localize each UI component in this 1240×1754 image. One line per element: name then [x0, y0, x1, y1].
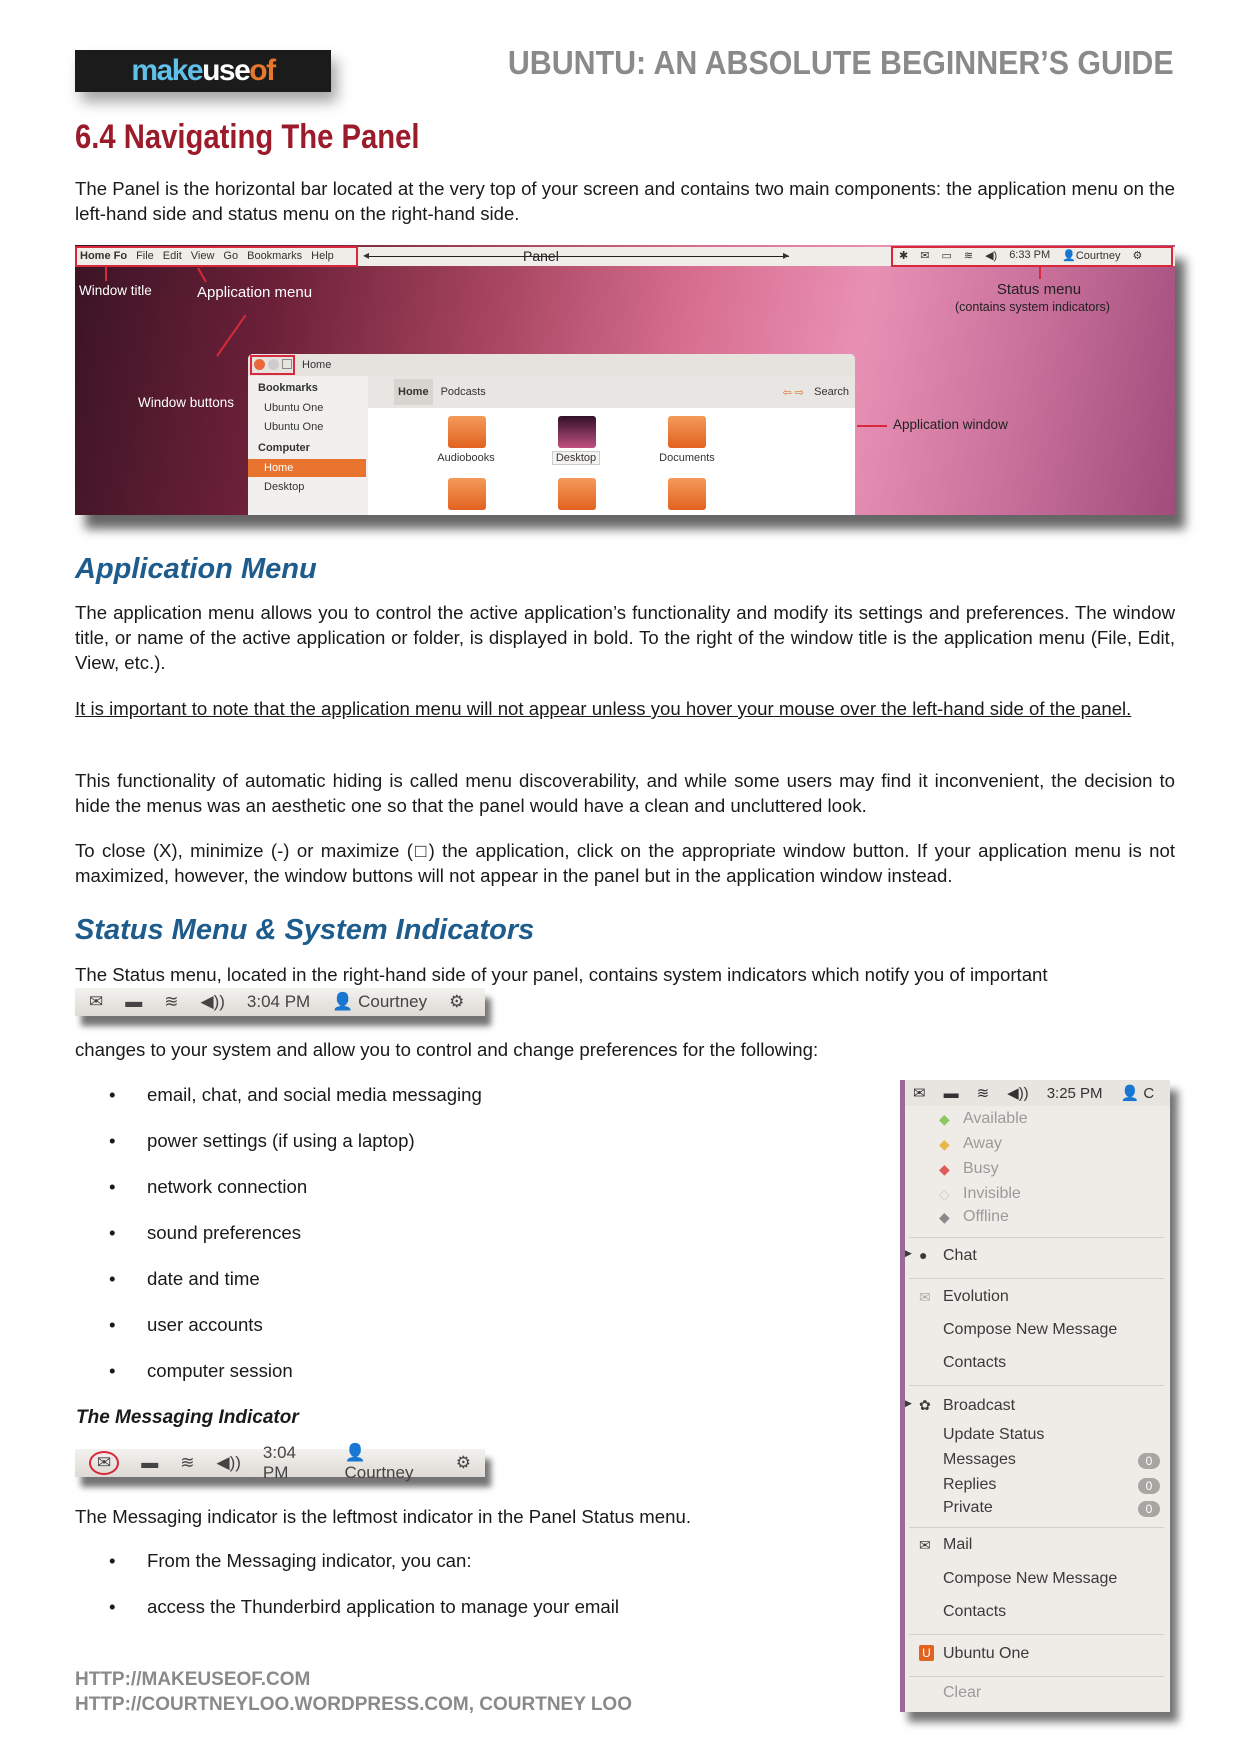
separator [909, 1527, 1164, 1528]
separator [909, 1278, 1164, 1279]
status-bar-image: ✉ ▬ ≋ ◀)) 3:04 PM 👤 Courtney ⚙ [75, 988, 485, 1016]
label-status-menu: Status menu [996, 281, 1082, 298]
sidebar: Bookmarks Ubuntu One Ubuntu One Computer Home Desktop [248, 376, 368, 515]
window-toolbar: Home Podcasts ⇦ ⇨ Search [368, 376, 855, 408]
search-label: Search [814, 386, 849, 398]
paragraph-note: It is important to note that the application menu will not appear unless you hover your mouse over the left-hand side of the panel. [75, 698, 1132, 719]
label-window-title: Window title [79, 283, 152, 298]
menu-topbar: ✉ ▬ ≋ ◀)) 3:25 PM 👤 C [905, 1080, 1170, 1106]
ubuntu-one-icon: U [919, 1645, 934, 1661]
separator [909, 1676, 1164, 1677]
count-badge: 0 [1138, 1453, 1160, 1469]
heading-messaging-indicator: The Messaging Indicator [76, 1407, 299, 1428]
mail-icon: ✉ [89, 992, 104, 1011]
wifi-icon: ≋ [180, 1453, 195, 1472]
user-icon: 👤 [344, 1443, 366, 1462]
volume-icon: ◀)) [200, 992, 225, 1011]
paragraph: This functionality of automatic hiding is called menu discoverability, and while some users may find it inconvenient, the decision to hide the menus was an aesthetic one so that the panel would have a clean and uncluttered look. [75, 770, 1175, 816]
battery-icon: ▬ [943, 1084, 959, 1102]
paragraph: To close (X), minimize (-) or maximize (□) the application, click on the appropriate window button. If your application menu is not maximized, however, the window buttons will not appear in the panel but in the application window instead. [75, 840, 1175, 886]
separator [909, 1237, 1164, 1238]
expand-arrow-icon: ▶ [905, 1398, 912, 1408]
paragraph: The Messaging indicator is the leftmost indicator in the Panel Status menu. [75, 1506, 691, 1527]
app-menu-highlight [75, 246, 358, 267]
mail-icon: ✉ [920, 250, 930, 262]
evolution-icon: ✉ [919, 1289, 931, 1305]
broadcast-icon: ✿ [919, 1397, 931, 1413]
label-application-window: Application window [893, 417, 1008, 432]
label-window-buttons: Window buttons [138, 395, 235, 410]
battery-icon: ▬ [141, 1453, 159, 1472]
count-badge: 0 [1138, 1501, 1160, 1517]
close-button [254, 359, 265, 370]
heading-application-menu: Application Menu [75, 553, 317, 585]
wifi-icon: ≋ [164, 992, 179, 1011]
volume-icon: ◀) [985, 250, 998, 262]
pointer-line [105, 267, 107, 281]
user-icon: 👤 [1062, 250, 1076, 262]
invisible-icon: ◇ [939, 1186, 950, 1202]
panel-label: Panel [523, 248, 559, 264]
arrow-left-icon: ◂ [363, 248, 370, 262]
pointer-line [857, 425, 887, 427]
window-titlebar: Home [248, 354, 855, 376]
volume-icon: ◀)) [1007, 1085, 1029, 1102]
arrow-right-icon: ▸ [783, 248, 790, 262]
desktop-icon [558, 416, 596, 448]
pointer-line [1039, 267, 1041, 279]
panel-app-menu: Home Fo File Edit View Go Bookmarks Help [80, 250, 334, 262]
battery-icon: ▬ [125, 992, 143, 1011]
power-icon: ⚙ [1132, 250, 1143, 262]
maximize-button [282, 359, 292, 369]
busy-icon: ◆ [939, 1161, 950, 1177]
paragraph: changes to your system and allow you to control and change preferences for the following: [75, 1039, 819, 1060]
available-icon: ◆ [939, 1111, 950, 1127]
offline-icon: ◆ [939, 1209, 950, 1225]
minimize-button [268, 359, 279, 370]
battery-icon: ▭ [941, 250, 952, 262]
folder-icon [558, 478, 596, 510]
away-icon: ◆ [939, 1136, 950, 1152]
dropbox-icon: ✱ [899, 250, 909, 262]
paragraph: The application menu allows you to control the active application’s functionality and modify its settings and preferences. The window title, or name of the active application or folder, is displayed in bold. To the right of the window title is the application menu (File, Edit, View, etc.). [75, 602, 1175, 673]
label-status-sub: (contains system indicators) [955, 300, 1110, 314]
folder-icon [448, 478, 486, 510]
separator [909, 1385, 1164, 1386]
mail-icon-highlighted: ✉ [89, 1451, 119, 1475]
intro-paragraph: The Panel is the horizontal bar located at the very top of your screen and contains two main components: the application menu on the left-hand side and status menu on the right-hand side. [75, 178, 1175, 224]
count-badge: 0 [1138, 1478, 1160, 1494]
pointer-line [197, 268, 207, 283]
expand-arrow-icon: ▶ [905, 1248, 912, 1258]
panel-status-menu: ✱ ✉ ▭ ≋ ◀) 6:33 PM 👤Courtney ⚙ [899, 249, 1143, 262]
back-forward-icon: ⇦ ⇨ [782, 386, 805, 399]
folder-icon [668, 478, 706, 510]
status-bar-image-messaging: ✉ ▬ ≋ ◀)) 3:04 PM 👤 Courtney ⚙ [75, 1449, 485, 1477]
messaging-menu-screenshot: ✉ ▬ ≋ ◀)) 3:25 PM 👤 C ◆ Available ◆ Away ◆ Busy ◇ Invisible ◆ Offline ▶ ● Chat ✉ Evolution Compose New Message Contacts ▶ ✿ Broadcast Update Status Messages 0 Replies 0 Private 0 ✉ Mail Compose New Message Contacts U Ubuntu One Clear [900, 1080, 1170, 1712]
arrow-line-right [569, 256, 789, 257]
page-title: 6.4 Navigating The Panel [75, 118, 420, 156]
power-icon: ⚙ [455, 1453, 471, 1472]
volume-icon: ◀)) [216, 1453, 241, 1472]
pointer-line [216, 314, 246, 356]
folder-icon [448, 416, 486, 448]
folder-icon [668, 416, 706, 448]
paragraph: The Status menu, located in the right-hand side of your panel, contains system indicators which notify you of important [75, 964, 1048, 985]
wifi-icon: ≋ [963, 250, 974, 262]
user-icon: 👤 [332, 992, 354, 1011]
wifi-icon: ≋ [976, 1085, 990, 1102]
label-application-menu: Application menu [197, 284, 313, 301]
guide-title: UBUNTU: AN ABSOLUTE BEGINNER’S GUIDE [508, 44, 1174, 81]
footer-link-author[interactable]: HTTP://COURTNEYLOO.WORDPRESS.COM, COURTNEY LOO [75, 1694, 632, 1715]
footer-link-makeuseof[interactable]: HTTP://MAKEUSEOF.COM [75, 1669, 311, 1690]
user-icon: 👤 [1120, 1085, 1140, 1102]
power-icon: ⚙ [449, 992, 465, 1011]
mail-icon: ✉ [919, 1537, 931, 1553]
panel-screenshot [75, 245, 1175, 515]
separator [909, 1634, 1164, 1635]
heading-status-menu: Status Menu & System Indicators [75, 914, 535, 946]
mail-icon: ✉ [913, 1085, 926, 1102]
file-manager-window: Home Bookmarks Ubuntu One Ubuntu One Computer Home Desktop Home Podcasts ⇦ ⇨ Search Audiobooks Desktop Documents [248, 354, 855, 515]
makeuseof-logo: make use of [75, 50, 331, 92]
chat-icon: ● [919, 1247, 928, 1263]
status-menu-highlight [891, 246, 1173, 267]
